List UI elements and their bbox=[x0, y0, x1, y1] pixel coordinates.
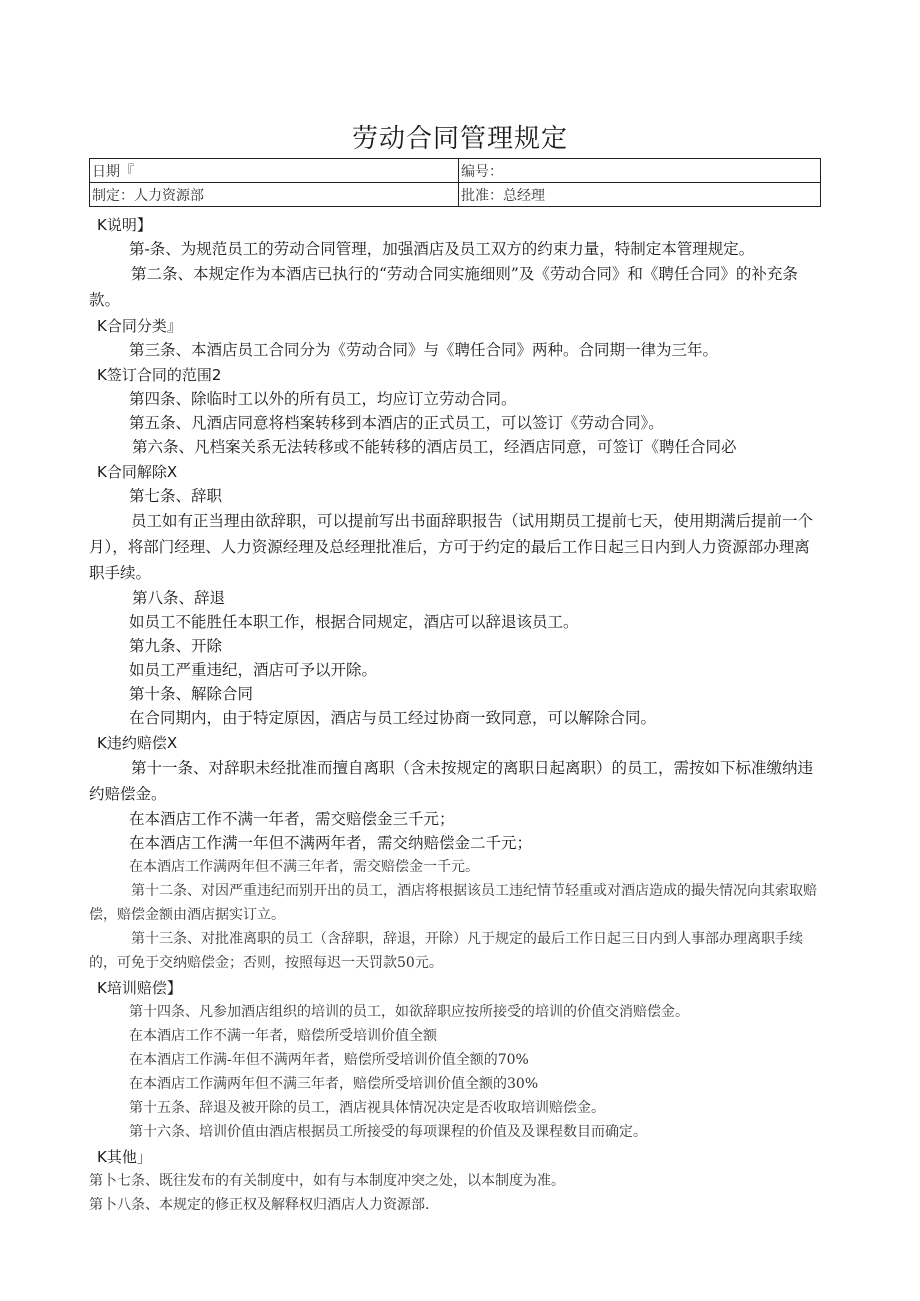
section-heading-breach: K违约赔偿X bbox=[97, 734, 178, 752]
article-18: 第卜八条、本规定的修正权及解释权归酒店人力资源部. bbox=[89, 1197, 430, 1213]
article-14-item-b: 在本酒店工作满-年但不满两年者，赔偿所受培训价值全额的70% bbox=[129, 1052, 529, 1068]
article-16: 第十六条、培训价值由酒店根据员工所接受的每项课程的价值及及课程数目而确定。 bbox=[129, 1124, 647, 1140]
article-11-item-c: 在本酒店工作满两年但不满三年者，需交赔偿金一千元。 bbox=[129, 859, 479, 875]
article-5: 第五条、凡酒店同意将档案转移到本酒店的正式员工，可以签订《劳动合同》。 bbox=[129, 414, 664, 432]
article-15: 第十五条、辞退及被开除的员工，酒店视具体情况决定是否收取培训赔偿金。 bbox=[129, 1100, 605, 1116]
article-11-item-a: 在本酒店工作不满一年者，需交赔偿金三千元； bbox=[129, 810, 455, 828]
article-9: 第九条、开除 bbox=[129, 637, 223, 655]
article-8-body: 如员工不能胜任本职工作，根据合同规定，酒店可以辞退该员工。 bbox=[129, 613, 579, 631]
article-10-body: 在合同期内，由于特定原因，酒店与员工经过协商一致同意，可以解除合同。 bbox=[129, 709, 657, 727]
article-1: 第-条、为规范员工的劳动合同管理，加强酒店及员工双方的约束力量，特制定本管理规定。 bbox=[129, 240, 755, 258]
section-heading-training: K培训赔偿】 bbox=[97, 979, 182, 997]
maker-cell: 制定：人力资源部 bbox=[90, 183, 459, 207]
article-6: 第六条、凡档案关系无法转移或不能转移的酒店员工，经酒店同意，可签订《聘任合同必 bbox=[132, 438, 737, 456]
date-cell: 日期『 bbox=[90, 159, 459, 183]
article-7-body: 员工如有正当理由欲辞职，可以提前写出书面辞职报告（试用期员工提前七天，使用期满后提前一个月），将部门经理、人力资源经理及总经理批准后，方可于约定的最后工作日起三日内到人力资源部办理离职手续。 bbox=[89, 512, 814, 582]
article-11-item-b: 在本酒店工作满一年但不满两年者，需交纳赔偿金二千元； bbox=[129, 834, 533, 852]
number-cell: 编号： bbox=[459, 159, 821, 183]
article-3: 第三条、本酒店员工合同分为《劳动合同》与《聘任合同》两种。合同期一律为三年。 bbox=[129, 341, 719, 359]
document-body bbox=[89, 212, 823, 1217]
article-2: 第二条、本规定作为本酒店已执行的“劳动合同实施细则”及《劳动合同》和《聘任合同》的补充条款。 bbox=[89, 265, 798, 309]
article-9-body: 如员工严重违纪，酒店可予以开除。 bbox=[129, 661, 378, 679]
section-heading-scope: K签订合同的范围2 bbox=[97, 366, 222, 384]
section-heading-termination: K合同解除X bbox=[97, 463, 178, 481]
approver-cell: 批准：总经理 bbox=[459, 183, 821, 207]
article-14: 第十四条、凡参加酒店组织的培训的员工，如欲辞职应按所接受的培训的价值交消赔偿金。 bbox=[129, 1004, 689, 1020]
article-12: 第十二条、对因严重违纪而别开出的员工，酒店将根据该员工违纪情节轻重或对酒店造成的撮失情况向其索取赔偿，赔偿金额由酒店据实订立。 bbox=[89, 883, 817, 923]
section-heading-other: K其他」 bbox=[97, 1148, 152, 1166]
meta-table bbox=[89, 158, 821, 207]
article-4: 第四条、除临时工以外的所有员工，均应订立劳动合同。 bbox=[129, 390, 517, 408]
article-7: 第七条、辞职 bbox=[129, 487, 223, 505]
article-13: 第十三条、对批准离职的员工（含辞职，辞退，开除）凡于规定的最后工作日起三日内到人事部办理离职手续的，可免于交纳赔偿金；否则，按照每迟一天罚款50元。 bbox=[89, 931, 803, 971]
section-heading-intro: K说明】 bbox=[97, 216, 152, 234]
article-14-item-c: 在本酒店工作满两年但不满三年者，赔偿所受培训价值全额的30% bbox=[129, 1076, 539, 1092]
article-8: 第八条、辞退 bbox=[132, 589, 226, 607]
section-heading-types: K合同分类』 bbox=[97, 317, 182, 335]
article-11: 第十一条、对辞职未经批准而擅自离职（含未按规定的离职日起离职）的员工，需按如下标准缴纳违约赔偿金。 bbox=[89, 759, 814, 803]
article-17: 第卜七条、既往发布的有关制度中，如有与本制度冲突之处，以本制度为准。 bbox=[89, 1173, 565, 1189]
article-10: 第十条、解除合同 bbox=[129, 685, 254, 703]
document-title: 劳动合同管理规定 bbox=[351, 124, 568, 154]
article-14-item-a: 在本酒店工作不满一年者，赔偿所受培训价值全额 bbox=[129, 1028, 437, 1044]
